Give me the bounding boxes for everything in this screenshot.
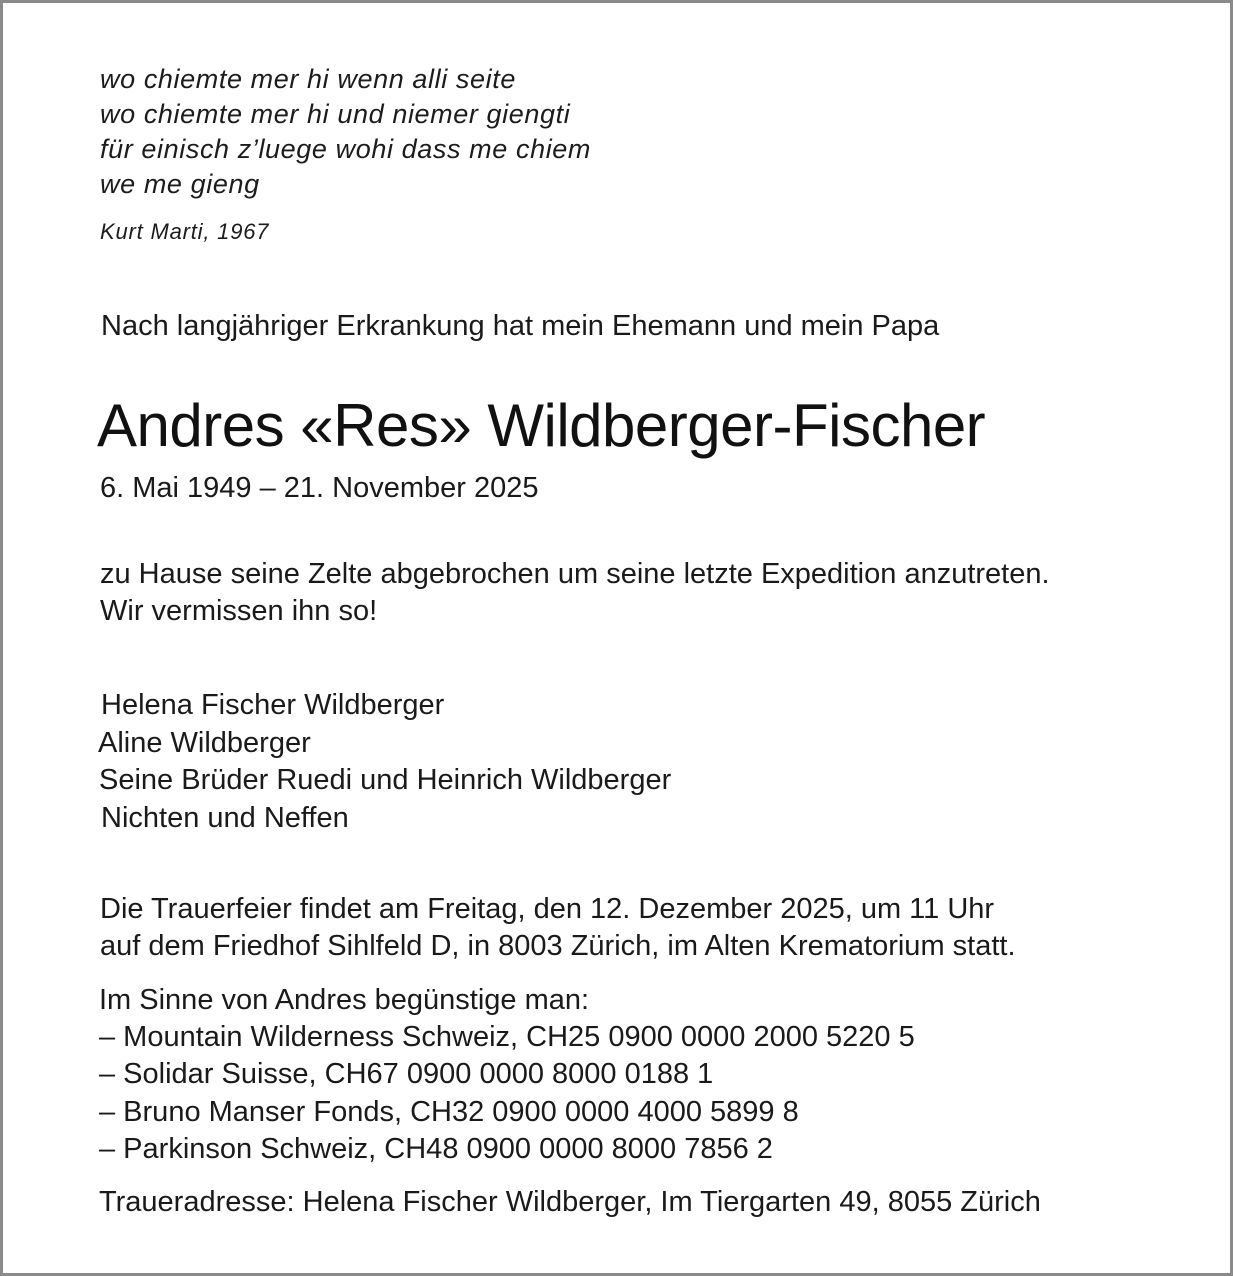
ceremony-line: Die Trauerfeier findet am Freitag, den 12. Dezember 2025, um 11 Uhr	[100, 893, 995, 925]
donation-item: – Parkinson Schweiz, CH48 0900 0000 8000 7856 2	[99, 1133, 773, 1165]
life-dates: 6. Mai 1949 – 21. November 2025	[100, 472, 539, 504]
poem-line: we me gieng	[100, 169, 260, 199]
message-line: Wir vermissen ihn so!	[100, 595, 378, 627]
donation-item: – Mountain Wilderness Schweiz, CH25 0900 0000 2000 5220 5	[99, 1021, 915, 1053]
mourning-address: Traueradresse: Helena Fischer Wildberger, Im Tiergarten 49, 8055 Zürich	[99, 1186, 1041, 1218]
mourner-name: Seine Brüder Ruedi und Heinrich Wildberger	[99, 764, 672, 796]
ceremony-line: auf dem Friedhof Sihlfeld D, in 8003 Zürich, im Alten Krematorium statt.	[100, 930, 1016, 962]
donation-item: – Bruno Manser Fonds, CH32 0900 0000 4000 5899 8	[99, 1096, 799, 1128]
mourner-name: Aline Wildberger	[98, 727, 311, 759]
donation-item: – Solidar Suisse, CH67 0900 0000 8000 0188 1	[99, 1058, 714, 1090]
mourner-name: Nichten und Neffen	[101, 802, 349, 834]
poem-line: für einisch z’luege wohi dass me chiem	[100, 134, 592, 164]
poem-line: wo chiemte mer hi wenn alli seite	[100, 64, 516, 94]
message-line: zu Hause seine Zelte abgebrochen um seine letzte Expedition anzutreten.	[100, 558, 1050, 590]
donations-heading: Im Sinne von Andres begünstige man:	[99, 984, 590, 1016]
deceased-name: Andres «Res» Wildberger-Fischer	[97, 392, 986, 459]
poem-attribution: Kurt Marti, 1967	[100, 219, 270, 244]
intro-text: Nach langjähriger Erkrankung hat mein Ehemann und mein Papa	[101, 310, 940, 342]
mourner-name: Helena Fischer Wildberger	[101, 689, 445, 721]
poem-line: wo chiemte mer hi und niemer giengti	[100, 99, 571, 129]
